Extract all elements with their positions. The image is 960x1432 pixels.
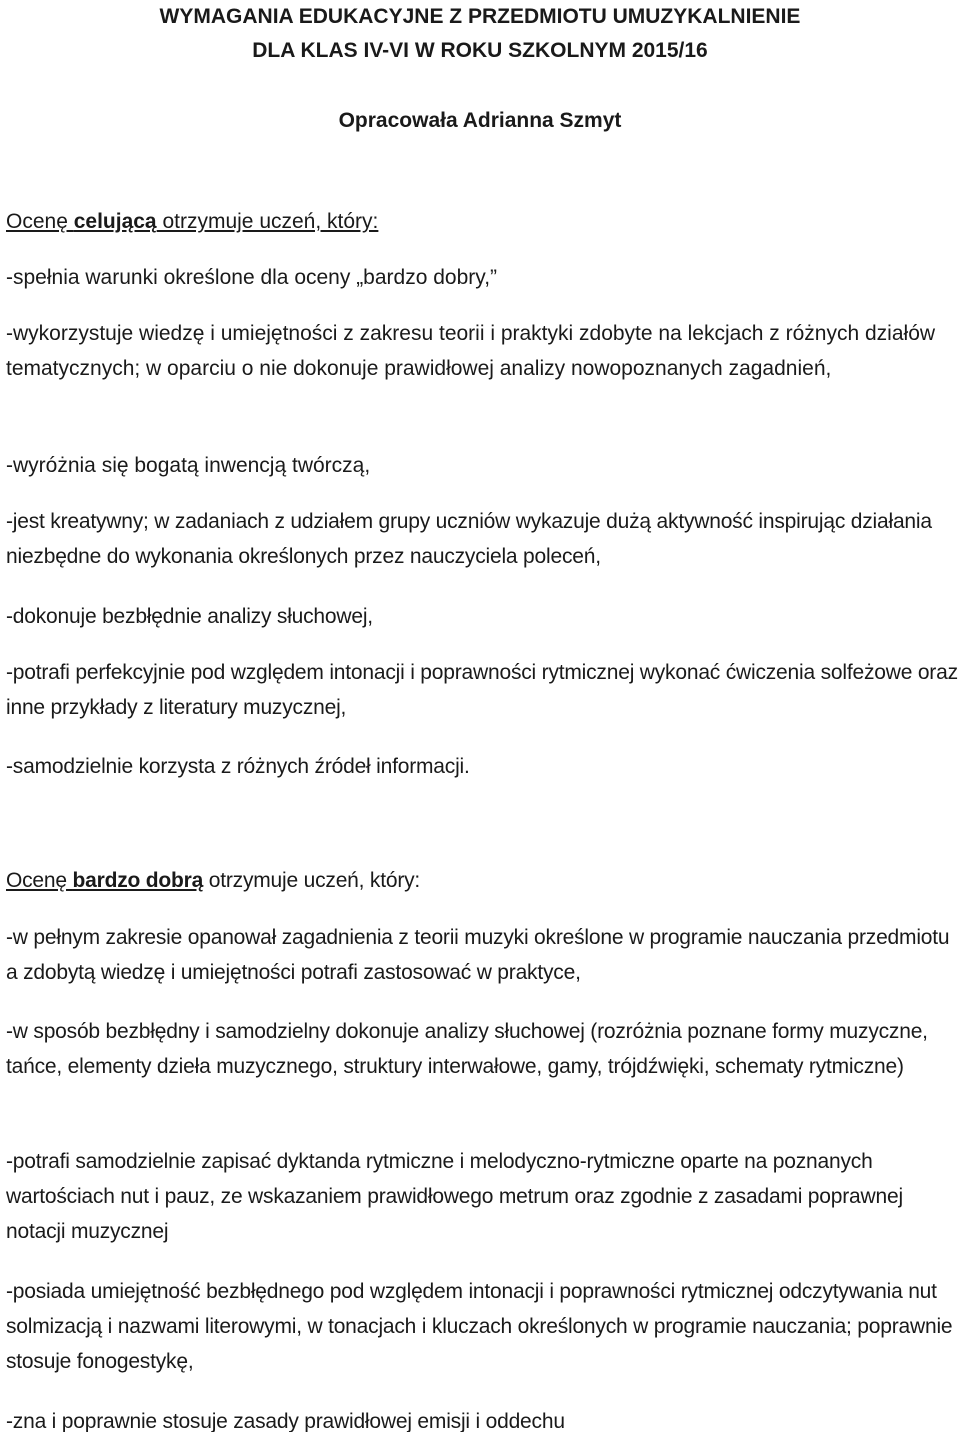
list-item: -spełnia warunki określone dla oceny „bardzo dobry,” xyxy=(6,266,498,289)
list-item: -potrafi samodzielnie zapisać dyktanda rytmiczne i melodyczno-rytmiczne oparte na poznanych wartościach nut i pauz, ze wskazaniem prawidłowego metrum oraz zgodnie z zasadami poprawnej notacji muzycznej xyxy=(6,1150,903,1243)
section-heading-bardzo-dobra xyxy=(6,863,958,898)
document-header xyxy=(0,0,960,138)
list-item: -potrafi perfekcyjnie pod względem intonacji i poprawności rytmicznej wykonać ćwiczenia solfeżowe oraz inne przykłady z literatury muzycznej, xyxy=(6,661,958,719)
list-item: -w pełnym zakresie opanował zagadnienia z teorii muzyki określone w programie nauczania przedmiotu a zdobytą wiedzę i umiejętności potrafi zastosować w praktyce, xyxy=(6,926,950,984)
heading-prefix: Ocenę xyxy=(6,869,73,892)
list-item: -dokonuje bezbłędnie analizy słuchowej, xyxy=(6,605,373,628)
list-item: -samodzielnie korzysta z różnych źródeł informacji. xyxy=(6,755,470,778)
list-item: -jest kreatywny; w zadaniach z udziałem grupy uczniów wykazuje dużą aktywność inspirując działania niezbędne do wykonania określonych przez nauczyciela poleceń, xyxy=(6,510,932,568)
heading-suffix: otrzymuje uczeń, który: xyxy=(156,210,379,233)
list-item: -posiada umiejętność bezbłędnego pod względem intonacji i poprawności rytmicznej odczytywania nut solmizacją i nazwami literowymi, w tonacjach i kluczach określonych w programie nauczania; poprawnie stosuje fonogestykę, xyxy=(6,1280,953,1373)
author-line: Opracowała Adrianna Szmyt xyxy=(338,109,622,132)
heading-suffix: otrzymuje uczeń, który: xyxy=(203,869,421,892)
title-line-1: WYMAGANIA EDUKACYJNE Z PRZEDMIOTU UMUZYKALNIENIE xyxy=(159,5,801,28)
grade-name: celującą xyxy=(73,210,157,233)
list-item: -zna i poprawnie stosuje zasady prawidłowej emisji i oddechu xyxy=(6,1410,565,1432)
grade-name: bardzo dobrą xyxy=(72,869,204,892)
section-heading-celujaca xyxy=(6,204,958,239)
list-item: -wyróżnia się bogatą inwencją twórczą, xyxy=(6,454,371,477)
title-line-2: DLA KLAS IV-VI W ROKU SZKOLNYM 2015/16 xyxy=(252,39,708,62)
list-item: -wykorzystuje wiedzę i umiejętności z zakresu teorii i praktyki zdobyte na lekcjach z różnych działów tematycznych; w oparciu o nie dokonuje prawidłowej analizy nowopoznanych zagadnień, xyxy=(6,322,936,380)
heading-prefix: Ocenę xyxy=(6,210,74,233)
list-item: -w sposób bezbłędny i samodzielny dokonuje analizy słuchowej (rozróżnia poznane formy muzyczne, tańce, elementy dzieła muzycznego, struktury interwałowe, gamy, trójdźwięki, schematy rytmiczne) xyxy=(6,1020,928,1078)
